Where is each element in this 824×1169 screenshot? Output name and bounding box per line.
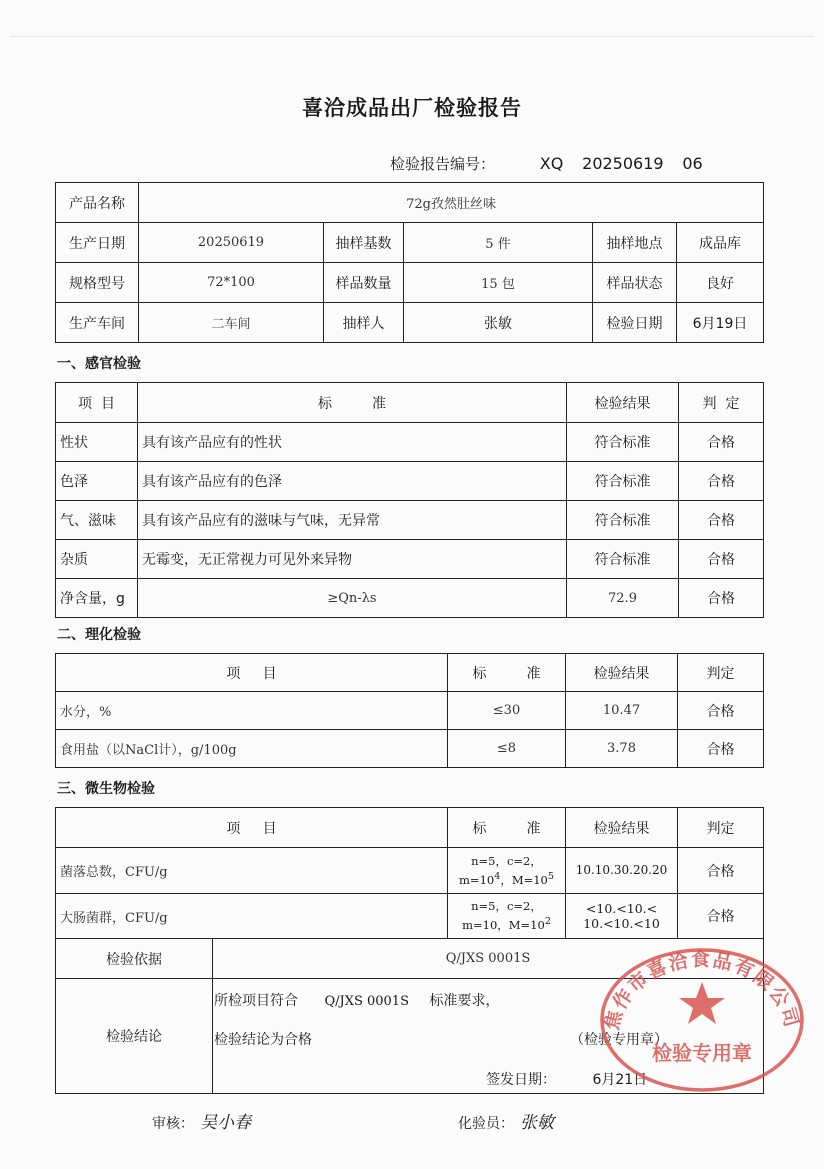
physchem-standard: ≤30 (448, 692, 566, 730)
tester-signature-name: 张敏 (520, 1113, 554, 1133)
sample-state-value: 良好 (677, 263, 764, 303)
sample-base-label: 抽样基数 (324, 223, 404, 263)
company-seal-stamp (596, 932, 806, 1092)
physchem-result: 10.47 (566, 692, 678, 730)
physchem-header-item: 项 目 (56, 654, 448, 692)
micro-result-line2: 10.<10.<10 (583, 916, 660, 931)
report-number-suffix: 06 (682, 154, 703, 173)
table-row (56, 462, 764, 501)
sample-place-label: 抽样地点 (593, 223, 677, 263)
micro-standard-M-exp: 2 (544, 916, 551, 928)
sensory-item: 净含量，g (56, 579, 138, 618)
physchem-section-title: 二、理化检验 (57, 627, 141, 643)
inspect-date-value: 6月19日 (677, 303, 764, 343)
review-signature-name: 吴小春 (200, 1113, 251, 1133)
micro-standard-m: m=10，M=10 (462, 917, 545, 932)
sample-qty-label: 样品数量 (324, 263, 404, 303)
physchem-table (55, 653, 764, 768)
physchem-header-result: 检验结果 (566, 654, 678, 692)
sensory-header-item: 项 目 (56, 383, 138, 423)
report-number (390, 153, 703, 174)
micro-judge: 合格 (678, 894, 764, 939)
micro-item: 菌落总数，CFU/g (56, 848, 448, 894)
workshop-value: 二车间 (139, 303, 324, 343)
review-label: 审核： (152, 1116, 194, 1132)
micro-standard-M-exp: 5 (547, 870, 554, 882)
conclusion-standard: Q/JXS 0001S (324, 994, 409, 1009)
micro-header-standard: 标 准 (448, 808, 566, 848)
micro-header-judge: 判定 (678, 808, 764, 848)
report-number-value: 20250619 (582, 154, 664, 173)
physchem-result: 3.78 (566, 730, 678, 768)
product-info-table (55, 182, 764, 343)
sample-qty-value: 15 包 (404, 263, 593, 303)
sensory-table (55, 382, 764, 618)
table-row (56, 501, 764, 540)
sensory-standard: 具有该产品应有的性状 (138, 423, 567, 462)
sample-place-value: 成品库 (677, 223, 764, 263)
sampler-label: 抽样人 (324, 303, 404, 343)
sensory-header-result: 检验结果 (567, 383, 679, 423)
basis-label: 检验依据 (56, 939, 213, 979)
prod-date-value: 20250619 (139, 223, 324, 263)
sensory-result: 72.9 (567, 579, 679, 618)
inspect-date-label: 检验日期 (593, 303, 677, 343)
sensory-item: 色泽 (56, 462, 138, 501)
micro-header-item: 项 目 (56, 808, 448, 848)
sensory-judge: 合格 (679, 423, 764, 462)
conclusion-text-c: 标准要求， (429, 993, 500, 1009)
stamp-company-name: 焦作市喜洽食品有限公司 (600, 948, 803, 1033)
physchem-item: 水分，% (56, 692, 448, 730)
sensory-item: 气、滋味 (56, 501, 138, 540)
sample-state-label: 样品状态 (593, 263, 677, 303)
conclusion-line2: 检验结论为合格 (214, 1032, 312, 1048)
sample-base-value: 5 件 (404, 223, 593, 263)
spec-value: 72*100 (139, 263, 324, 303)
table-row (56, 848, 764, 894)
sensory-section-title: 一、感官检验 (57, 356, 141, 372)
physchem-item: 食用盐（以NaCl计），g/100g (56, 730, 448, 768)
micro-result-line1: <10.<10.< (585, 901, 658, 916)
report-title: 喜洽成品出厂检验报告 (302, 96, 522, 120)
star-icon (679, 982, 725, 1024)
seal-note: （检验专用章） (570, 1032, 668, 1048)
micro-standard-m: m=10 (459, 872, 495, 887)
conclusion-text-a: 所检项目符合 (214, 993, 298, 1009)
prod-date-label: 生产日期 (56, 223, 139, 263)
physchem-standard: ≤8 (448, 730, 566, 768)
table-row (56, 540, 764, 579)
review-signature (152, 1108, 251, 1133)
sensory-judge: 合格 (679, 579, 764, 618)
conclusion-line1 (214, 990, 499, 1010)
micro-judge: 合格 (678, 848, 764, 894)
micro-standard-m-exp: 4 (494, 870, 501, 882)
sensory-result: 符合标准 (567, 540, 679, 579)
sensory-item: 杂质 (56, 540, 138, 579)
physchem-header-judge: 判定 (678, 654, 764, 692)
tester-signature (458, 1108, 554, 1133)
micro-result (566, 848, 678, 894)
workshop-label: 生产车间 (56, 303, 139, 343)
table-row (56, 423, 764, 462)
sensory-standard: 无霉变，无正常视力可见外来异物 (138, 540, 567, 579)
sensory-judge: 合格 (679, 501, 764, 540)
scan-edge-line (10, 36, 814, 37)
tester-label: 化验员： (458, 1116, 514, 1132)
sampler-value: 张敏 (404, 303, 593, 343)
sensory-header-standard: 标 准 (138, 383, 567, 423)
sensory-result: 符合标准 (567, 501, 679, 540)
report-number-prefix: XQ (539, 154, 564, 173)
table-row (56, 730, 764, 768)
physchem-header-standard: 标 准 (448, 654, 566, 692)
sensory-judge: 合格 (679, 540, 764, 579)
sensory-standard: 具有该产品应有的色泽 (138, 462, 567, 501)
product-name-label: 产品名称 (56, 183, 139, 223)
micro-standard (448, 894, 566, 939)
report-number-label: 检验报告编号： (390, 155, 496, 173)
table-row (56, 692, 764, 730)
micro-standard-line1: n=5，c=2， (471, 853, 542, 868)
micro-standard-M: ，M=10 (500, 872, 548, 887)
physchem-judge: 合格 (678, 730, 764, 768)
table-row (56, 579, 764, 618)
stamp-purpose: 检验专用章 (652, 1041, 752, 1065)
conclusion-label: 检验结论 (56, 979, 213, 1094)
spec-label: 规格型号 (56, 263, 139, 303)
basis-value: Q/JXS 0001S (213, 939, 764, 979)
sensory-result: 符合标准 (567, 462, 679, 501)
sensory-header-judge: 判 定 (679, 383, 764, 423)
micro-header-result: 检验结果 (566, 808, 678, 848)
micro-standard (448, 848, 566, 894)
issue-date-value: 6月21日 (592, 1072, 648, 1088)
sensory-item: 性状 (56, 423, 138, 462)
sensory-result: 符合标准 (567, 423, 679, 462)
sensory-standard: 具有该产品应有的滋味与气味，无异常 (138, 501, 567, 540)
physchem-judge: 合格 (678, 692, 764, 730)
micro-standard-line1: n=5，c=2， (471, 899, 542, 914)
issue-date-label: 签发日期： (486, 1072, 556, 1088)
micro-section-title: 三、微生物检验 (57, 781, 155, 797)
sensory-judge: 合格 (679, 462, 764, 501)
micro-item: 大肠菌群，CFU/g (56, 894, 448, 939)
product-name-value: 72g孜然肚丝味 (139, 183, 764, 223)
micro-result-line1: 10.10.30.20.20 (575, 863, 668, 877)
sensory-standard: ≥Qn-λs (138, 579, 567, 618)
